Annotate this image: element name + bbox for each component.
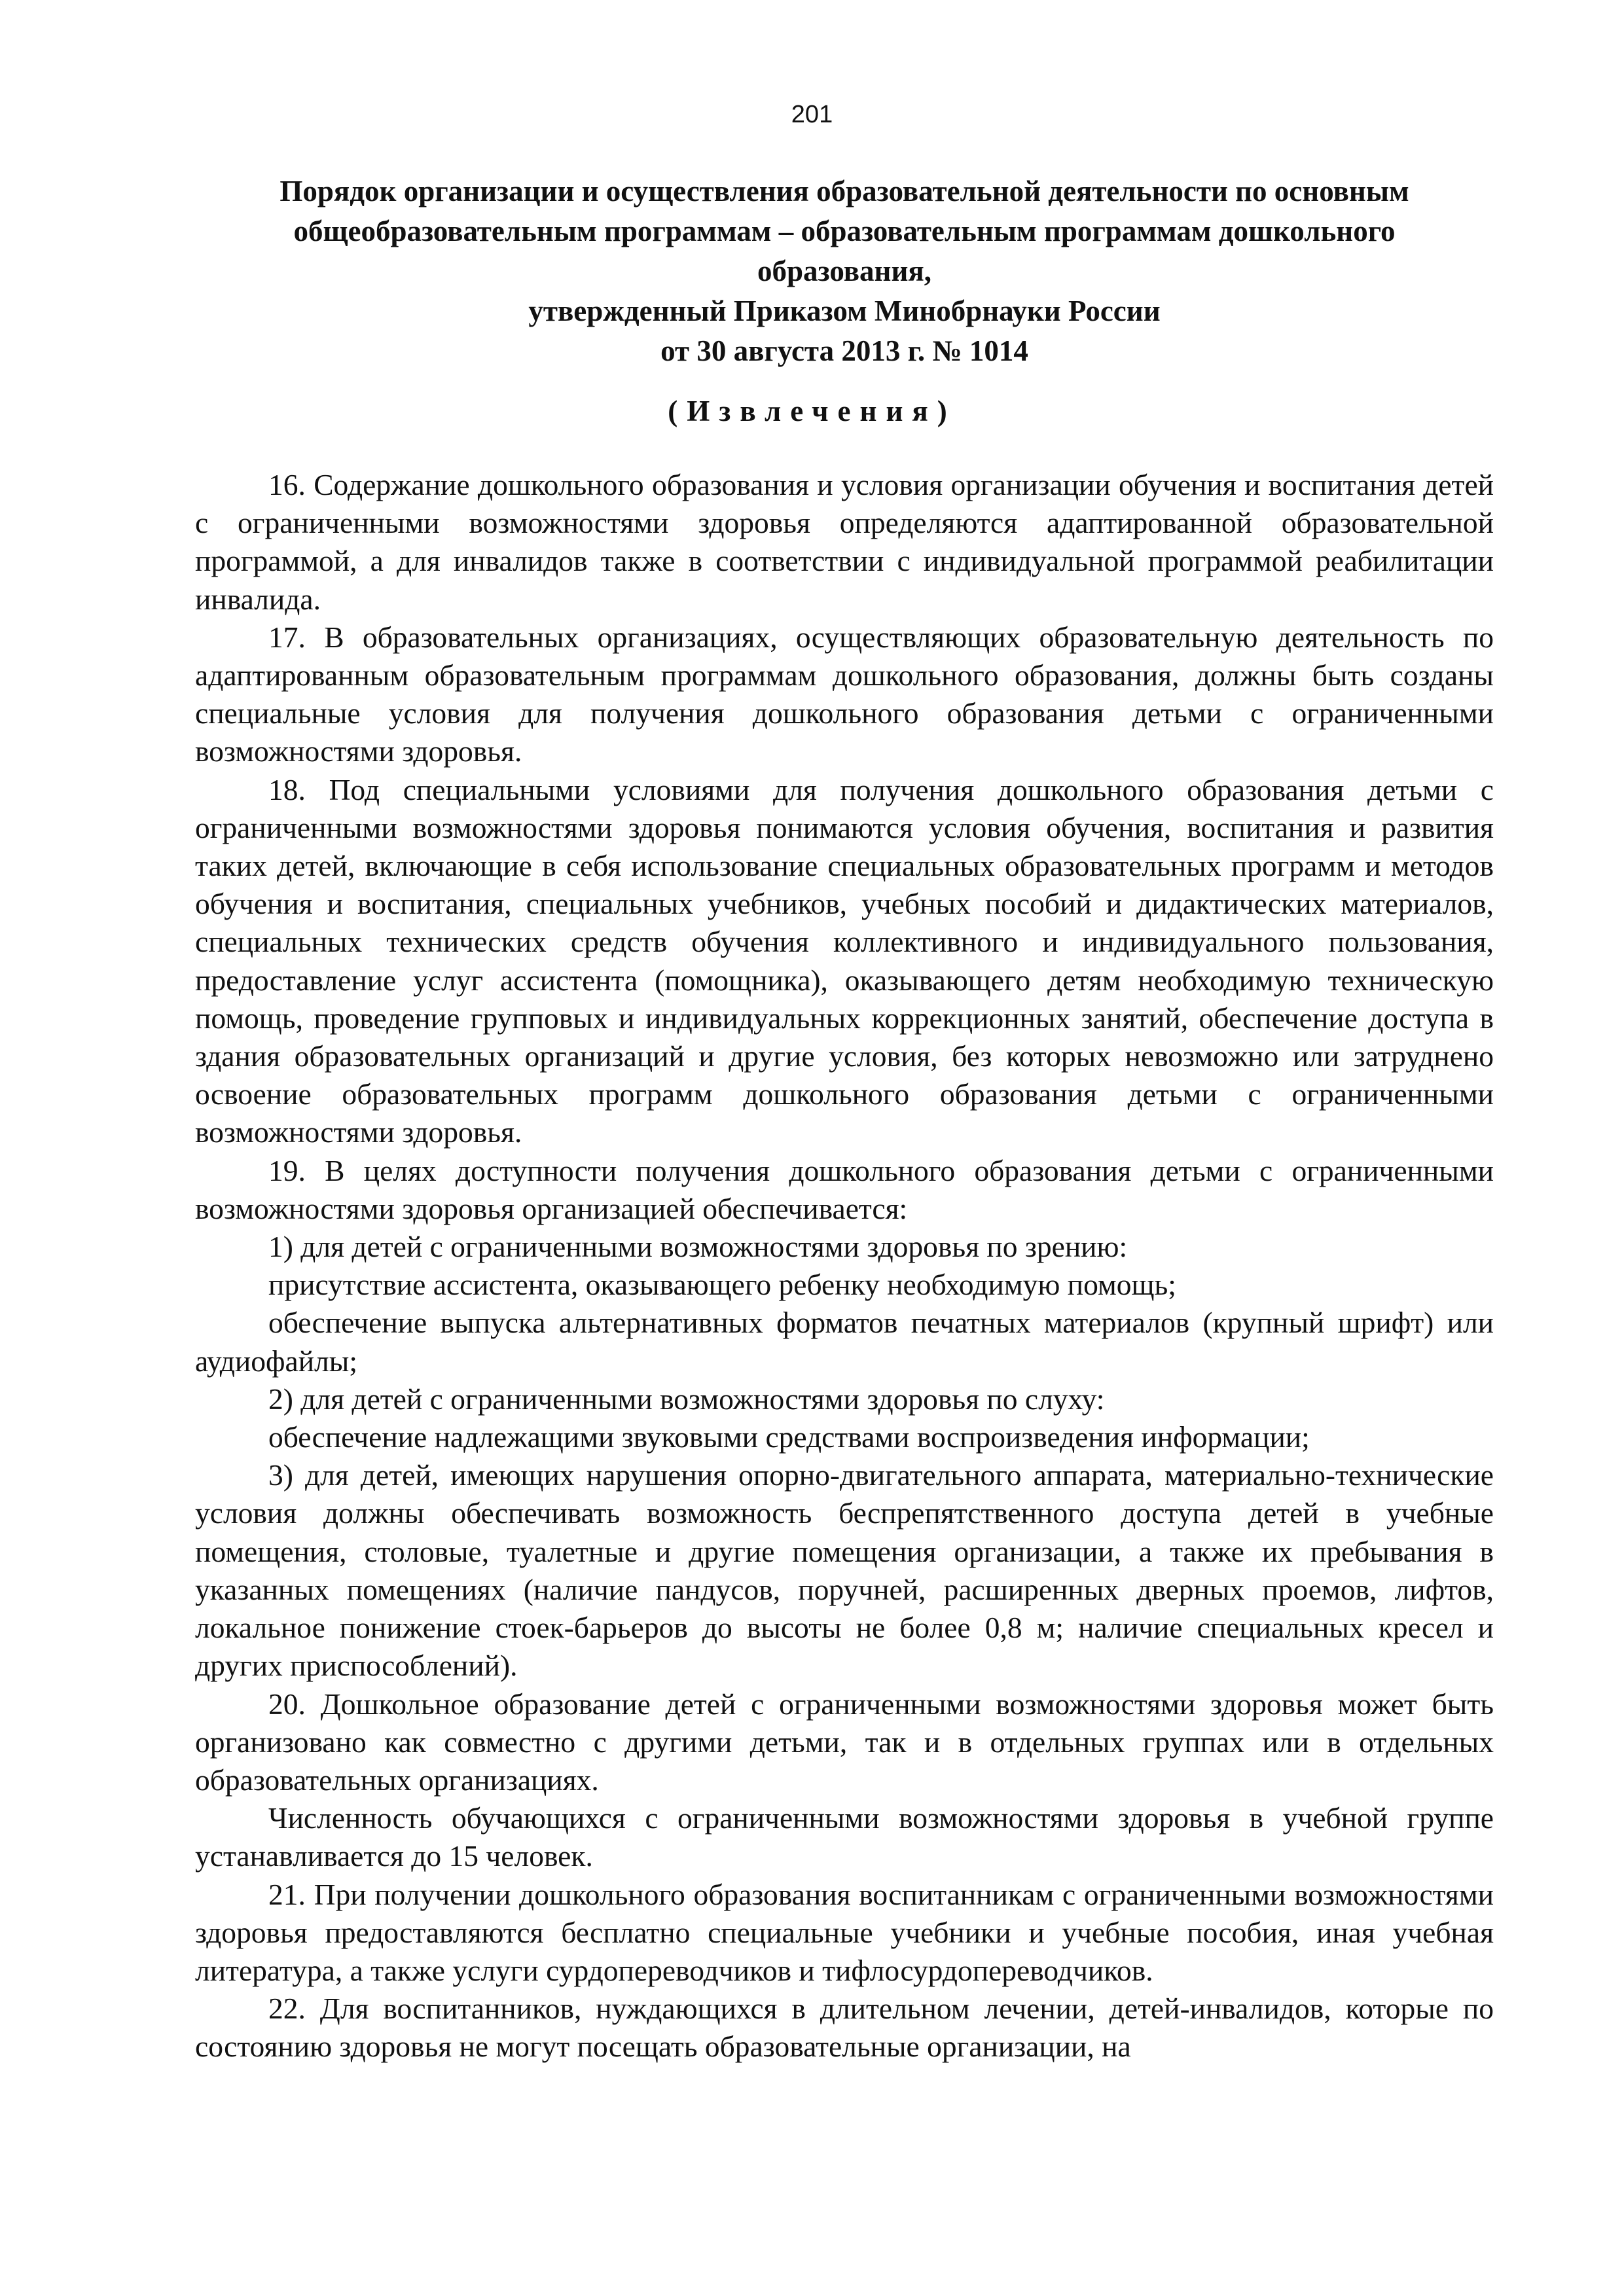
page-number: 201 (791, 101, 833, 128)
extract-label: (Извлечения) (668, 395, 956, 427)
paragraph-17: 17. В образовательных организациях, осуществляющих образовательную деятельность по адаптированным образовательным программам дошкольного образования, должны быть созданы специальные условия для получения дошкольного образования детьми с ограниченными возможностями здоровья. (195, 620, 1494, 768)
document-title (196, 171, 1492, 371)
paragraph-19-item-2a: обеспечение надлежащими звуковыми средствами воспроизведения информации; (268, 1420, 1310, 1454)
paragraph-16: 16. Содержание дошкольного образования и условия организации обучения и воспитания детей с ограниченными возможностями здоровья определяются адаптированной образовательной программой, а для инвалидов также в соответствии с индивидуальной программой реабилитации инвалида. (195, 468, 1494, 616)
paragraph-22: 22. Для воспитанников, нуждающихся в длительном лечении, детей-инвалидов, которые по состоянию здоровья не могут посещать образовательные организации, на (195, 1992, 1494, 2064)
paragraph-19: 19. В целях доступности получения дошкольного образования детьми с ограниченными возможностями здоровья организацией обеспечивается: (195, 1153, 1494, 1225)
paragraph-20: 20. Дошкольное образование детей с ограниченными возможностями здоровья может быть организовано как совместно с другими детьми, так и в отдельных группах или в отдельных образовательных организациях. (195, 1687, 1494, 1797)
paragraph-19-item-1a: присутствие ассистента, оказывающего ребенку необходимую помощь; (268, 1268, 1176, 1302)
paragraph-19-item-2: 2) для детей с ограниченными возможностями здоровья по слуху: (268, 1382, 1105, 1416)
title-line: образования, (757, 255, 931, 287)
paragraph-21: 21. При получении дошкольного образования воспитанникам с ограниченными возможностями здоровья предоставляются бесплатно специальные учебники и учебные пособия, иная учебная литература, а также услуги сурдопереводчиков и тифлосурдопереводчиков. (195, 1877, 1494, 1987)
paragraph-20-group-size: Численность обучающихся с ограниченными возможностями здоровья в учебной группе устанавливается до 15 человек. (195, 1801, 1494, 1873)
title-line: от 30 августа 2013 г. № 1014 (660, 334, 1028, 367)
paragraph-18: 18. Под специальными условиями для получения дошкольного образования детьми с ограниченными возможностями здоровья понимаются условия обучения, воспитания и развития таких детей, включающие в себя использование специальных образовательных программ и методов обучения и воспитания, специальных учебников, учебных пособий и дидактических материалов, специальных технических средств обучения коллективного и индивидуального пользования, предоставление услуг ассистента (помощника), оказывающего детям необходимую техническую помощь, проведение групповых и индивидуальных коррекционных занятий, обеспечение доступа в здания образовательных организаций и другие условия, без которых невозможно или затруднено освоение образовательных программ дошкольного образования детьми с ограниченными возможностями здоровья. (195, 772, 1494, 1149)
paragraph-19-item-1b: обеспечение выпуска альтернативных форматов печатных материалов (крупный шрифт) или аудиофайлы; (195, 1306, 1494, 1378)
title-line: утвержденный Приказом Минобрнауки России (528, 295, 1161, 327)
document-body (195, 466, 1494, 2066)
title-line: общеобразовательным программам – образовательным программам дошкольного (293, 215, 1396, 247)
title-line: Порядок организации и осуществления образовательной деятельности по основным (280, 175, 1409, 207)
paragraph-19-item-3: 3) для детей, имеющих нарушения опорно-двигательного аппарата, материально-технические условия должны обеспечивать возможность беспрепятственного доступа детей в учебные помещения, столовые, туалетные и другие помещения организации, а также их пребывания в указанных помещениях (наличие пандусов, поручней, расширенных дверных проемов, лифтов, локальное понижение стоек-барьеров до высоты не более 0,8 м; наличие специальных кресел и других приспособлений). (195, 1458, 1494, 1683)
paragraph-19-item-1: 1) для детей с ограниченными возможностями здоровья по зрению: (268, 1230, 1128, 1264)
